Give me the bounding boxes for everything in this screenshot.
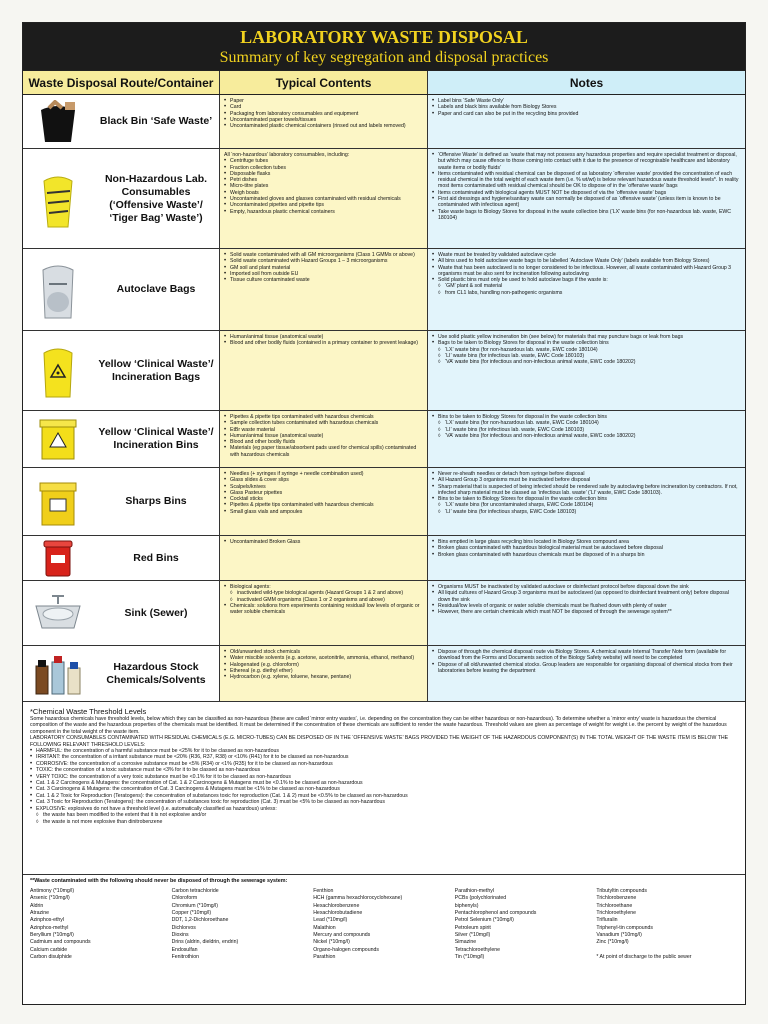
contents-item: • Blood and other bodily fluids [224,439,423,445]
table-row [23,536,745,581]
contents-list [224,539,423,545]
chemical-column [313,888,455,961]
threshold-item: • Cat. 1 & 2 Carcinogens & Mutagens: the concentration of Cat. 1 & 2 Carcinogens & Mutagens must be <0.1% to be classed as non-hazardous [30,780,738,786]
contents-item: • Petri dishes [224,177,423,183]
contents-item: • Uncontaminated pipettes and pipette tips [224,202,423,208]
black-bin-bag-icon [23,95,93,148]
sewer-chemicals-heading: **Waste contaminated with the following should never be disposed of through the sewerage system: [30,878,288,884]
contents-item: • Glass Pasteur pipettes [224,490,423,496]
notes-item: • All Hazard Group 3 organisms must be inactivated before disposal [432,477,741,483]
contents-item: • Human/animal tissue (anatomical waste) [224,433,423,439]
route-name: Non-Hazardous Lab. Consumables (‘Offensive Waste’/ ‘Tiger Bag’ Waste’) [104,172,208,224]
notes-item: • Organisms MUST be inactivated by validated autoclave or disinfectant protocol before disposal down the sink [432,584,741,590]
notes-item: • Bags to be taken to Biology Stores for disposal in the waste collection bins [432,340,741,346]
contents-item: • Small glass vials and ampoules [224,509,423,515]
chemical-column [172,888,314,961]
chemical-bottles-icon [23,646,93,701]
chemical-item: Organo-halogen compounds [313,946,379,953]
chemical-item: Beryllium (*10mg/l) [30,932,74,939]
threshold-intro-caps: LABORATORY CONSUMABLES CONTAMINATED WITH RESIDUAL CHEMICALS (E.G. MICRO-TUBES) CAN BE DISPOSED OF IN THE ‘OFFENSIVE WASTE’ BAGS PROVIDED THE WEIGHT OF THE HAZARDOUS COMPONENT(S) IN THE TOTAL WEIGHT OF THE WASTE ITEM IS BELOW THE FOLLOWING RELEVANT THRESHOLD LEVELS: [30,735,729,748]
chemical-item: Trichlorobenzene [596,895,637,902]
chemical-item: Trichloroethane [596,902,633,909]
chemical-item: Endosulfan [171,946,198,953]
contents-lead: All ‘non-hazardous’ laboratory consumables, including: [224,152,350,158]
poster-subtitle: Summary of key segregation and disposal practices [219,49,549,66]
notes-item: • Bins emptied in large glass recycling bins located in Biology Stores compound area [432,539,741,545]
contents-item: • Halogenated (e.g. chloroform) [224,662,423,668]
threshold-item: • VERY TOXIC: the concentration of a very toxic substance must be <0.1% for it to be classed as non-hazardous [30,774,738,780]
contents-item: • Solid waste contaminated with all GM microorganisms (Class 1 GMMs or above) [224,252,423,258]
route-name: Yellow ‘Clinical Waste’/ Incineration Bins [98,426,214,451]
notes-item: • Waste that has been autoclaved is no longer considered to be infectious. However, all waste contaminated with Hazard Group 3 organisms must be also sent for incineration following autoclaving [432,265,741,278]
chemical-item: DDT, 1,2-Dichloroethane [171,917,229,924]
chemical-item: Carbon tetrachloride [171,888,219,894]
contents-list [224,584,423,615]
contents-list [224,471,423,515]
contents-subitem: ◊ inactivated GMM organisms (Class 1 or 2 organisms and above) [224,597,423,603]
chemical-item: Triphenyl-tin compounds [596,924,653,931]
contents-item: • Glass slides & cover slips [224,477,423,483]
waste-disposal-poster [22,22,746,1005]
contents-item: • Ethereal (e.g. diethyl ether) [224,668,423,674]
column-header-route: Waste Disposal Route/Container [23,71,220,94]
route-name: Red Bins [133,551,179,564]
contents-list [224,252,423,283]
column-header-contents: Typical Contents [220,71,428,94]
contents-item: • Imported soil from outside EU [224,271,423,277]
notes-subitem: ◊ ‘VA’ waste bins (for infectious and non-infectious animal waste, EWC code 180202) [432,433,741,439]
notes-subitem: ◊ ‘LX’ waste bins (for uncontaminated sharps, EWC Code 180104) [432,502,741,508]
notes-list [432,414,741,439]
contents-item: • Tissue culture contaminated waste [224,277,423,283]
notes-subitem: ◊ ‘LX’ waste bins (for non-hazardous lab. waste, EWC Code 180104) [432,420,741,426]
contents-cell [220,249,428,330]
notes-cell [428,581,745,645]
notes-item: • Items contaminated with residual chemical can be disposed of as laboratory ‘offensive waste’ provided the concentration of each residual chemical in the total weight of each waste item (i.e. % wt/wt) is below relevant hazardous waste threshold levels*. In reality most items contaminated with residual chemical should be OK to dispose of in the ‘offensive waste’ bags [432,171,741,190]
notes-item: • Paper and card can also be put in the recycling bins provided [432,111,741,117]
notes-item: • Dispose of through the chemical disposal route via Biology Stores. A chemical waste Internal Transfer Note form (available for download from the Forms and Documents section of the Biology Safety website) will need to be completed [432,649,741,662]
chemical-item: Hexachlorobenzene [313,902,360,909]
chemical-column [455,888,597,961]
chemical-item: biphenyls) [454,902,479,909]
notes-item: • First aid dressings and hygiene/sanitary waste can normally be disposed of as ‘offensive waste’ (unless item is known to be contaminated with infectious agent) [432,196,741,209]
contents-list [224,649,423,680]
notes-cell [428,95,745,148]
contents-item: • Uncontaminated Broken Glass [224,539,423,545]
contents-item: • Pipettes & pipette tips contaminated with hazardous chemicals [224,414,423,420]
notes-item: • Bins to be taken to Biology Stores for disposal in the waste collection bins [432,414,741,420]
autoclave-bag-icon [23,249,93,330]
contents-list [224,414,423,458]
notes-list [432,152,741,221]
chemical-item: Mercury and compounds [313,932,371,939]
chemical-item: Atrazine [30,910,50,917]
table-row [23,411,745,468]
contents-item: • Packaging from laboratory consumables and equipment [224,111,423,117]
contents-item: • Sample collection tubes contaminated with hazardous chemicals [224,420,423,426]
chemical-item: Trichloroethylene [596,910,636,917]
contents-item: • Centrifuge tubes [224,158,423,164]
table-row [23,581,745,646]
chemical-item: Hexachlorobutadiene [313,910,363,917]
contents-item: • GM soil and plant material [224,265,423,271]
notes-item: • Broken glass contaminated with hazardous biological material must be autoclaved before disposal [432,545,741,551]
route-name: Sink (Sewer) [124,606,188,619]
notes-item: • Sharp material that is suspected of being infected should be rendered safe by autoclaving before incineration by contractors. If not, infected sharp material must be classed as ‘infectious lab. waste’ (‘LI’ waste, EWC Code 180103). [432,484,741,497]
chemical-item: Azinphos-methyl [30,924,69,931]
contents-list [224,158,423,215]
table-row [23,249,745,331]
sewer-chemicals-grid [30,888,738,961]
chemical-item: Azinphos-ethyl [30,917,65,924]
contents-item: • Water miscible solvents (e.g. acetone, acetonitrile, ammonia, ethanol, methanol) [224,655,423,661]
notes-item: • All liquid cultures of Hazard Group 3 organisms must be autoclaved (as opposed to disinfectant treatment only) before disposal down the sink [432,590,741,603]
contents-cell [220,581,428,645]
contents-list [224,98,423,129]
contents-item: • Hydrocarbon (e.g. xylene, toluene, hexane, pentane) [224,674,423,680]
threshold-title: *Chemical Waste Threshold Levels [30,707,147,716]
chemical-item: Trifluralin [596,917,618,924]
table-row [23,646,745,702]
chemical-item: Arsenic (*10mg/l) [30,895,70,902]
notes-cell [428,411,745,467]
route-cell [23,536,220,580]
column-header-notes: Notes [428,71,745,94]
chemical-column [596,888,738,961]
notes-cell [428,149,745,248]
contents-item: • Chemicals: solutions from experiments containing residual/ low levels of organic or water soluble chemicals [224,603,423,616]
table-row [23,468,745,536]
threshold-intro: Some hazardous chemicals have threshold levels, below which they can be classified as non-hazardous (these are called ‘mirror entry wastes’, i.e. depending on the concentration they can be either hazardous or non-hazardous). To determine whether a ‘mirror entry’ waste is hazardous the chemical composition of the waste and the hazardous properties of the chemicals must be identified. It must be determined if the concentration of these chemicals are sufficient to render the waste hazardous. Threshold values are given as percentage of weight for weight i.e. the percent by weight of the hazardous component in the total weight of the waste item. [30,716,727,735]
notes-item: • Waste must be treated by validated autoclave cycle [432,252,741,258]
route-cell [23,411,220,467]
notes-item: • Labels and black bins available from Biology Stores [432,104,741,110]
chemical-item: Parathion-methyl [454,888,494,894]
contents-item: • Pipettes & pipette tips contaminated with hazardous chemicals [224,502,423,508]
notes-item: • Take waste bags to Biology Stores for disposal in the waste collection bins (‘LX’ waste bins (for non-hazardous lab. waste, EWC 180104) [432,209,741,222]
poster-title: LABORATORY WASTE DISPOSAL [240,27,528,47]
notes-cell [428,536,745,580]
chemical-item: Petrol Selenium (*10mg/l) [454,917,514,924]
contents-cell [220,536,428,580]
notes-subitem: ◊ ‘VA’ waste bins (for infectious and non-infectious animal waste, EWC code 180202) [432,359,741,365]
chemical-item: Tributyltin compounds [596,888,647,894]
table-row [23,149,745,249]
contents-cell [220,149,428,248]
threshold-item: • Cat. 3 Toxic for Reproduction (Teratogens): the concentration of substances toxic for reproduction (Cat. 3) must be <5% to be classed as non-hazardous [30,799,738,805]
contents-subitem: ◊ inactivated wild-type biological agents (Hazard Groups 1 & 2 and above) [224,590,423,596]
yellow-tiger-bag-icon [23,149,93,248]
notes-list [432,334,741,365]
threshold-subitem: ◊ the waste is not more explosive than dinitrobenzene [30,819,738,825]
contents-item: • Materials (eg paper tissue/absorbent pads used for chemical spills) contaminated with hazardous chemicals [224,445,423,458]
threshold-item: • CORROSIVE: the concentration of a corrosive substance must be <5% (R34) or <1% (R35) for it to be classed as non-hazardous [30,761,738,767]
threshold-item: • TOXIC: the concentration of a toxic substance must be <3% for it to be classed as non-hazardous [30,767,738,773]
notes-subitem: ◊ ‘GM’ plant & soil material [432,283,741,289]
notes-item: • Never re-sheath needles or detach from syringe before disposal [432,471,741,477]
contents-cell [220,411,428,467]
contents-item: • Scalpels/knives [224,484,423,490]
route-cell [23,149,220,248]
contents-item: • Micro-titre plates [224,183,423,189]
notes-list [432,649,741,674]
chemical-item: Fenthion [313,888,334,894]
notes-cell [428,331,745,410]
notes-item: • Solid plastic bins must only be used to hold autoclave bags if the waste is: [432,277,741,283]
chemical-item: Petroleum spirit [454,924,491,931]
notes-list [432,471,741,515]
notes-item: • Bins to be taken to Biology Stores for disposal in the waste collection bins [432,496,741,502]
route-cell [23,95,220,148]
chemical-item: Tetrachloroethylene [454,946,501,953]
chemical-item: Dichlorvos [171,924,196,931]
notes-subitem: ◊ from CL1 labs, handling non-pathogenic organisms [432,290,741,296]
chemical-column [30,888,172,961]
route-name: Sharps Bins [125,495,187,507]
notes-list [432,252,741,296]
table-row [23,95,745,149]
contents-item: • Weigh boats [224,190,423,196]
sewer-chemicals-section [23,875,745,961]
contents-item: • Empty, hazardous plastic chemical containers [224,209,423,215]
contents-item: • Cocktail sticks [224,496,423,502]
chemical-item: Drins (aldrin, dieldrin, endrin) [171,939,239,946]
notes-item: • ‘Offensive Waste’ is defined as ‘waste that may not possess any hazardous properties and require specialist treatment or disposal, but which may cause offence to those coming into contact with it due to the presence of recognisable healthcare and laboratory waste items or bodily fluids’ [432,152,741,171]
threshold-section [23,702,745,875]
chemical-item: Simazine [454,939,477,946]
chemical-item: Dioxins [171,932,189,939]
notes-subitem: ◊ ‘LI’ waste bins (for infectious sharps, EWC Code 180103) [432,509,741,515]
chemical-item [596,947,738,954]
contents-item: • Uncontaminated gloves and glasses contaminated with residual chemicals [224,196,423,202]
threshold-item: • Cat. 1 & 2 Toxic for Reproduction (Teratogens): the concentration of substances toxic for reproduction (Cat. 1 & 2) must be <0.5% to be classed as non-hazardous [30,793,738,799]
table-row [23,331,745,411]
contents-cell [220,646,428,701]
contents-item: • Biological agents: [224,584,423,590]
sharps-bin-icon [23,468,93,535]
chemical-item: HCH (gamma hexachlorocyclohexane) [313,895,403,902]
threshold-list [30,748,738,825]
chemical-item: Fenitrothion [171,954,199,961]
chemical-item: Pentachlorophenol and compounds [454,910,537,917]
contents-item: • Solid waste contaminated with Hazard Groups 1 – 3 microorganisms [224,258,423,264]
red-bin-icon [23,536,93,580]
chemical-item: Chromium (*10mg/l) [171,902,219,909]
notes-item: • Label bins ‘Safe Waste Only’ [432,98,741,104]
route-cell [23,468,220,535]
chemical-item: Antimony (*10mg/l) [30,888,75,894]
chemical-item: Carbon disulphide [30,954,72,961]
chemical-item: Aldrin [30,902,44,909]
notes-item: • Dispose of all old/unwanted chemical stocks. Group leaders are responsible for organising disposal of chemical stocks from their laboratories before leaving the department [432,662,741,675]
contents-item: • Disposable flasks [224,171,423,177]
notes-item: • Residual/low levels of organic or water soluble chemicals must be flushed down with plenty of water [432,603,741,609]
yellow-clinical-bag-icon [23,331,93,410]
notes-cell [428,468,745,535]
chemical-item: Malathion [313,924,336,931]
notes-list [432,98,741,117]
notes-cell [428,646,745,701]
notes-item: • Broken glass contaminated with hazardous chemicals must be disposed of in a sharps bin [432,552,741,558]
route-cell [23,331,220,410]
threshold-item: • EXPLOSIVE: explosives do not have a threshold level (i.e. automatically classified as hazardous) unless: [30,806,738,812]
notes-item: • All bins used to hold autoclave waste bags to be labelled ‘Autoclave Waste Only’ (labels available from Biology Stores) [432,258,741,264]
notes-item: • However, there are certain chemicals which must NOT be disposed of through the sewerage system** [432,609,741,615]
route-name: Black Bin ‘Safe Waste’ [99,115,213,127]
notes-cell [428,249,745,330]
contents-item: • Uncontaminated plastic chemical containers (rinsed out and labels removed) [224,123,423,129]
route-name: Yellow ‘Clinical Waste’/ Incineration Bags [98,357,214,383]
route-name: Autoclave Bags [116,283,196,295]
contents-item: • Old/unwanted stock chemicals [224,649,423,655]
notes-subitem: ◊ ‘LI’ waste bins (for infectious lab. waste, EWC Code 180103) [432,427,741,433]
chemical-item: PCBs (polychlorinated [454,895,507,902]
contents-item: • Uncontaminated paper towels/tissues [224,117,423,123]
chemical-item: Nickel (*10mg/l) [313,939,350,946]
threshold-item: • Cat. 3 Carcinogens & Mutagens: the concentration of Cat. 3 Carcinogens & Mutagens must be <1% to be classed as non-hazardous [30,786,738,792]
chemical-item: * At point of discharge to the public sewer [596,954,692,961]
chemical-item: Vanadium (*10mg/l) [596,932,642,939]
notes-list [432,584,741,615]
contents-list [224,334,423,347]
threshold-item: • IRRITANT: the concentration of a irritant substance must be <20% (R36, R37, R38) or <10% (R41) for it to be classed as non-hazardous [30,754,738,760]
contents-cell [220,95,428,148]
contents-item: • Fraction collection tubes [224,165,423,171]
chemical-item: Calcium carbide [30,946,68,953]
contents-cell [220,468,428,535]
poster-header [23,23,745,70]
threshold-item: • HARMFUL: the concentration of a harmful substance must be <25% for it to be classed as non-hazardous [30,748,738,754]
notes-subitem: ◊ ‘LX’ waste bins (for non-hazardous lab. waste, EWC code 180104) [432,347,741,353]
waste-table [23,95,745,702]
contents-item: • Card [224,104,423,110]
chemical-item: Copper (*10mg/l) [171,910,212,917]
notes-item: • Use solid plastic yellow incineration bin (see below) for materials that may puncture bags or leak from bags [432,334,741,340]
chemical-item: Parathion [313,954,336,961]
contents-item: • Needles (+ syringes if syringe + needle combination used) [224,471,423,477]
threshold-subitem: ◊ the waste has been modified to the extent that it is not explosive and/or [30,812,738,818]
contents-item: • Blood and other bodily fluids (contained in a primary container to prevent leakage) [224,340,423,346]
notes-subitem: ◊ ‘LI’ waste bins (for infectious lab. waste, EWC Code 180103) [432,353,741,359]
contents-item: • EtBr waste material [224,427,423,433]
yellow-incineration-bin-icon [23,411,93,467]
route-cell [23,646,220,701]
chemical-item: Lead (*10mg/l) [313,917,348,924]
notes-list [432,539,741,558]
chemical-item: Silver (*10mg/l) [454,932,491,939]
contents-item: • Human/animal tissue (anatomical waste) [224,334,423,340]
chemical-item: Cadmium and compounds [30,939,91,946]
route-cell [23,249,220,330]
chemical-item: Chloroform [171,895,198,902]
notes-item: • Items contaminated with biological agents MUST NOT be disposed of via the ‘offensive waste’ bags [432,190,741,196]
chemical-item: Tin (*10mg/l) [454,954,485,961]
sink-icon [23,581,93,645]
contents-cell [220,331,428,410]
route-cell [23,581,220,645]
table-header [23,70,745,95]
contents-item: • Paper [224,98,423,104]
chemical-item: Zinc (*10mg/l) [596,939,629,946]
route-name: Hazardous Stock Chemicals/Solvents [106,660,206,686]
